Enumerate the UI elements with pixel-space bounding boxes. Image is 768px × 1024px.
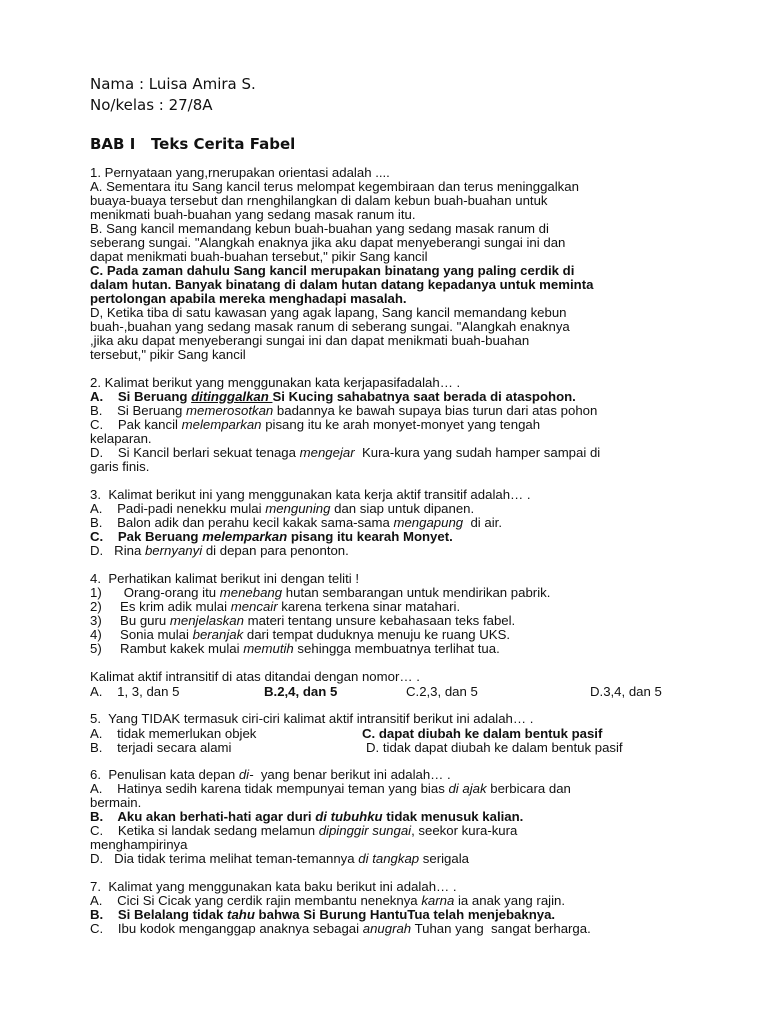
q3-option-c: C. Pak Beruang melemparkan pisang itu kearah Monyet.	[90, 529, 453, 544]
q4-sentence-5: 5) Rambut kakek mulai memutih sehingga membuatnya terlihat tua.	[90, 641, 500, 656]
q5-option-a: A. tidak memerlukan objek	[90, 726, 257, 741]
student-class: No/kelas : 27/8A	[90, 96, 213, 114]
q1-option-c-line: C. Pada zaman dahulu Sang kancil merupakan binatang yang paling cerdik di	[90, 263, 575, 278]
q4-sentence-2: 2) Es krim adik mulai mencair karena terkena sinar matahari.	[90, 599, 461, 614]
q4-sentence-4: 4) Sonia mulai beranjak dari tempat duduknya menuju ke ruang UKS.	[90, 627, 511, 642]
student-name: Nama : Luisa Amira S.	[90, 75, 256, 93]
q2-option-c: C. Pak kancil melemparkan pisang itu ke arah monyet-monyet yang tengah	[90, 417, 541, 432]
q1-option-a-line: menikmati buah-buahan yang sedang masak ranum itu.	[90, 207, 416, 222]
q5-option-d: D. tidak dapat diubah ke dalam bentuk pasif	[366, 740, 623, 755]
q6-option-d: D. Dia tidak terima melihat teman-temannya di tangkap serigala	[90, 851, 469, 866]
q7-option-c: C. Ibu kodok menganggap anaknya sebagai anugrah Tuhan yang sangat berharga.	[90, 921, 591, 936]
q2-option-c-cont: kelaparan.	[90, 431, 152, 446]
q6-option-a-cont: bermain.	[90, 795, 142, 810]
q1-option-d-line: D, Ketika tiba di satu kawasan yang agak lapang, Sang kancil memandang kebun	[90, 305, 567, 320]
q4-option-b: B.2,4, dan 5	[264, 684, 338, 699]
q7-option-b: B. Si Belalang tidak tahu bahwa Si Burung HantuTua telah menjebaknya.	[90, 907, 556, 922]
q1-option-c-line: dalam hutan. Banyak binatang di dalam hutan datang kepadanya untuk meminta	[90, 277, 594, 292]
q4-option-d: D.3,4, dan 5	[590, 684, 662, 699]
q1-option-d-line: tersebut," pikir Sang kancil	[90, 347, 246, 362]
q2-option-d-cont: garis finis.	[90, 459, 150, 474]
q6-option-c-cont: menghampirinya	[90, 837, 188, 852]
q5-option-b: B. terjadi secara alami	[90, 740, 232, 755]
q1-option-a-line: buaya-buaya tersebut dan rnenghilangkan di dalam kebun buah-buahan untuk	[90, 193, 548, 208]
q3-option-b: B. Balon adik dan perahu kecil kakak sama-sama mengapung di air.	[90, 515, 502, 530]
q3-option-d: D. Rina bernyanyi di depan para penonton.	[90, 543, 349, 558]
q2-option-a: A. Si Beruang ditinggalkan Si Kucing sahabatnya saat berada di ataspohon.	[90, 389, 576, 404]
q1-stem: 1. Pernyataan yang,rnerupakan orientasi adalah ....	[90, 165, 390, 180]
q6-option-c: C. Ketika si landak sedang melamun dipinggir sungai, seekor kura-kura	[90, 823, 518, 838]
q4-stem: 4. Perhatikan kalimat berikut ini dengan teliti !	[90, 571, 360, 586]
q5-option-c: C. dapat diubah ke dalam bentuk pasif	[362, 726, 603, 741]
q4-sentence-1: 1) Orang-orang itu menebang hutan sembarangan untuk mendirikan pabrik.	[90, 585, 551, 600]
q1-option-c-line: pertolongan apabila mereka menghadapi masalah.	[90, 291, 407, 306]
q2-option-b: B. Si Beruang memerosotkan badannya ke bawah supaya bias turun dari atas pohon	[90, 403, 598, 418]
q6-option-b: B. Aku akan berhati-hati agar duri di tubuhku tidak menusuk kalian.	[90, 809, 524, 824]
q4-sentence-3: 3) Bu guru menjelaskan materi tentang unsure kebahasaan teks fabel.	[90, 613, 516, 628]
q3-stem: 3. Kalimat berikut ini yang menggunakan kata kerja aktif transitif adalah… .	[90, 487, 531, 502]
q6-stem: 6. Penulisan kata depan di- yang benar berikut ini adalah… .	[90, 767, 451, 782]
q1-option-b-line: seberang sungai. "Alangkah enaknya jika aku dapat menyeberangi sungai ini dan	[90, 235, 566, 250]
q1-option-b-line: B. Sang kancil memandang kebun buah-buahan yang sedang masak ranum di	[90, 221, 549, 236]
q4-option-a: A. 1, 3, dan 5	[90, 684, 180, 699]
q2-option-d: D. Si Kancil berlari sekuat tenaga mengejar Kura-kura yang sudah hamper sampai di	[90, 445, 601, 460]
q1-option-d-line: ,jika aku dapat menyeberangi sungai ini dan dapat menikmati buah-buahan	[90, 333, 530, 348]
q5-stem: 5. Yang TIDAK termasuk ciri-ciri kalimat aktif intransitif berikut ini adalah… .	[90, 711, 534, 726]
q1-option-b-line: dapat menikmati buah-buahan tersebut," pikir Sang kancil	[90, 249, 428, 264]
q1-option-d-line: buah-,buahan yang sedang masak ranum di seberang sungai. "Alangkah enaknya	[90, 319, 570, 334]
chapter-title: BAB I Teks Cerita Fabel	[90, 135, 296, 153]
q7-option-a: A. Cici Si Cicak yang cerdik rajin membantu neneknya karna ia anak yang rajin.	[90, 893, 566, 908]
q6-option-a: A. Hatinya sedih karena tidak mempunyai teman yang bias di ajak berbicara dan	[90, 781, 571, 796]
q4-stem-2: Kalimat aktif intransitif di atas ditandai dengan nomor… .	[90, 669, 420, 684]
q3-option-a: A. Padi-padi nenekku mulai menguning dan siap untuk dipanen.	[90, 501, 475, 516]
q2-stem: 2. Kalimat berikut yang menggunakan kata kerjapasifadalah… .	[90, 375, 461, 390]
q7-stem: 7. Kalimat yang menggunakan kata baku berikut ini adalah… .	[90, 879, 457, 894]
q1-option-a-line: A. Sementara itu Sang kancil terus melompat kegembiraan dan terus meninggalkan	[90, 179, 579, 194]
q4-option-c: C.2,3, dan 5	[406, 684, 478, 699]
